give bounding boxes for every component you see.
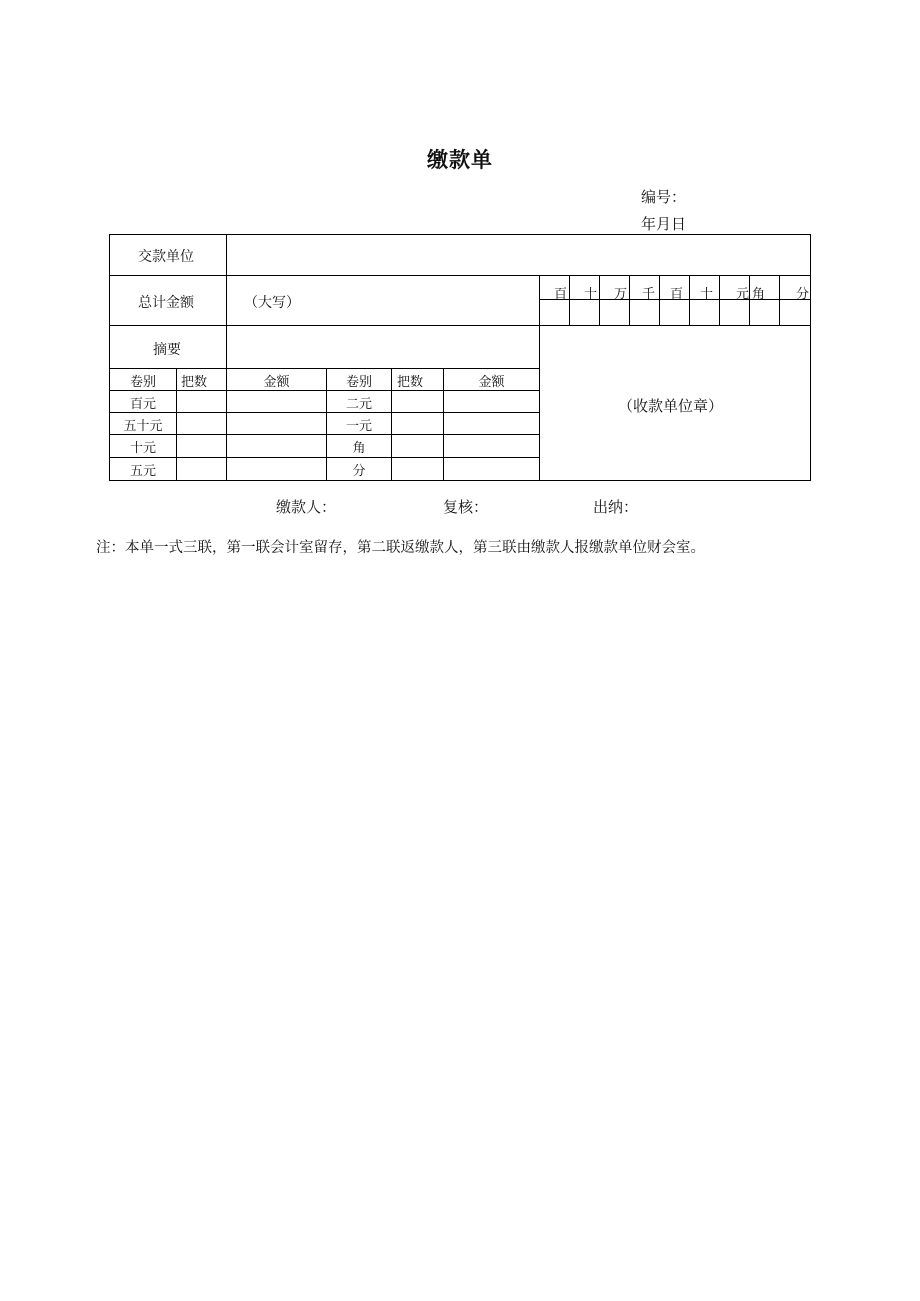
denom-type-header: 卷别 [345, 375, 372, 390]
cashier-signature-label: 出纳： [593, 498, 639, 516]
date-label: 年月日 [641, 215, 687, 233]
digit-unit: 十 [699, 287, 713, 302]
rule [109, 457, 539, 458]
stamp-label: （收款单位章） [618, 397, 724, 415]
denom-bundles-header: 把数 [180, 375, 207, 390]
rule [539, 275, 540, 481]
total-amount-label: 总计金额 [138, 295, 194, 311]
denom-right: 角 [352, 441, 366, 456]
denom-type-header: 卷别 [129, 375, 156, 390]
rule [810, 234, 811, 481]
denom-amount-header: 金额 [263, 375, 290, 390]
denom-left: 百元 [129, 397, 156, 412]
rule [226, 234, 227, 481]
denom-right: 一元 [345, 419, 372, 434]
denom-bundles-header: 把数 [396, 375, 423, 390]
denom-amount-header: 金额 [478, 375, 505, 390]
digit-unit: 千 [641, 287, 655, 302]
denom-left: 十元 [129, 441, 156, 456]
rule [109, 275, 811, 276]
denom-left: 五十元 [123, 419, 163, 434]
payer-signature-label: 缴款人： [276, 498, 337, 516]
rule [109, 434, 539, 435]
number-label: 编号： [641, 188, 687, 206]
denom-right: 二元 [345, 397, 372, 412]
uppercase-label: （大写） [244, 295, 300, 311]
footnote: 注：本单一式三联，第一联会计室留存，第二联返缴款人，第三联由缴款人报缴款单位财会室。 [96, 540, 705, 556]
summary-label: 摘要 [153, 342, 181, 358]
rule [109, 412, 539, 413]
rule [109, 234, 811, 235]
digit-unit: 角 [751, 287, 765, 302]
digit-unit: 分 [795, 287, 809, 302]
page-title: 缴款单 [427, 148, 493, 172]
rule [109, 368, 539, 369]
payer-unit-label: 交款单位 [138, 249, 194, 265]
reviewer-signature-label: 复核： [443, 498, 489, 516]
digit-unit: 十 [583, 287, 597, 302]
digit-unit: 元 [735, 287, 749, 302]
rule [109, 480, 811, 481]
rule [109, 325, 811, 326]
digit-unit: 百 [553, 287, 567, 302]
rule [109, 390, 539, 391]
denom-right: 分 [352, 464, 366, 479]
denom-left: 五元 [129, 464, 156, 479]
digit-unit: 百 [669, 287, 683, 302]
digit-unit: 万 [613, 287, 627, 302]
